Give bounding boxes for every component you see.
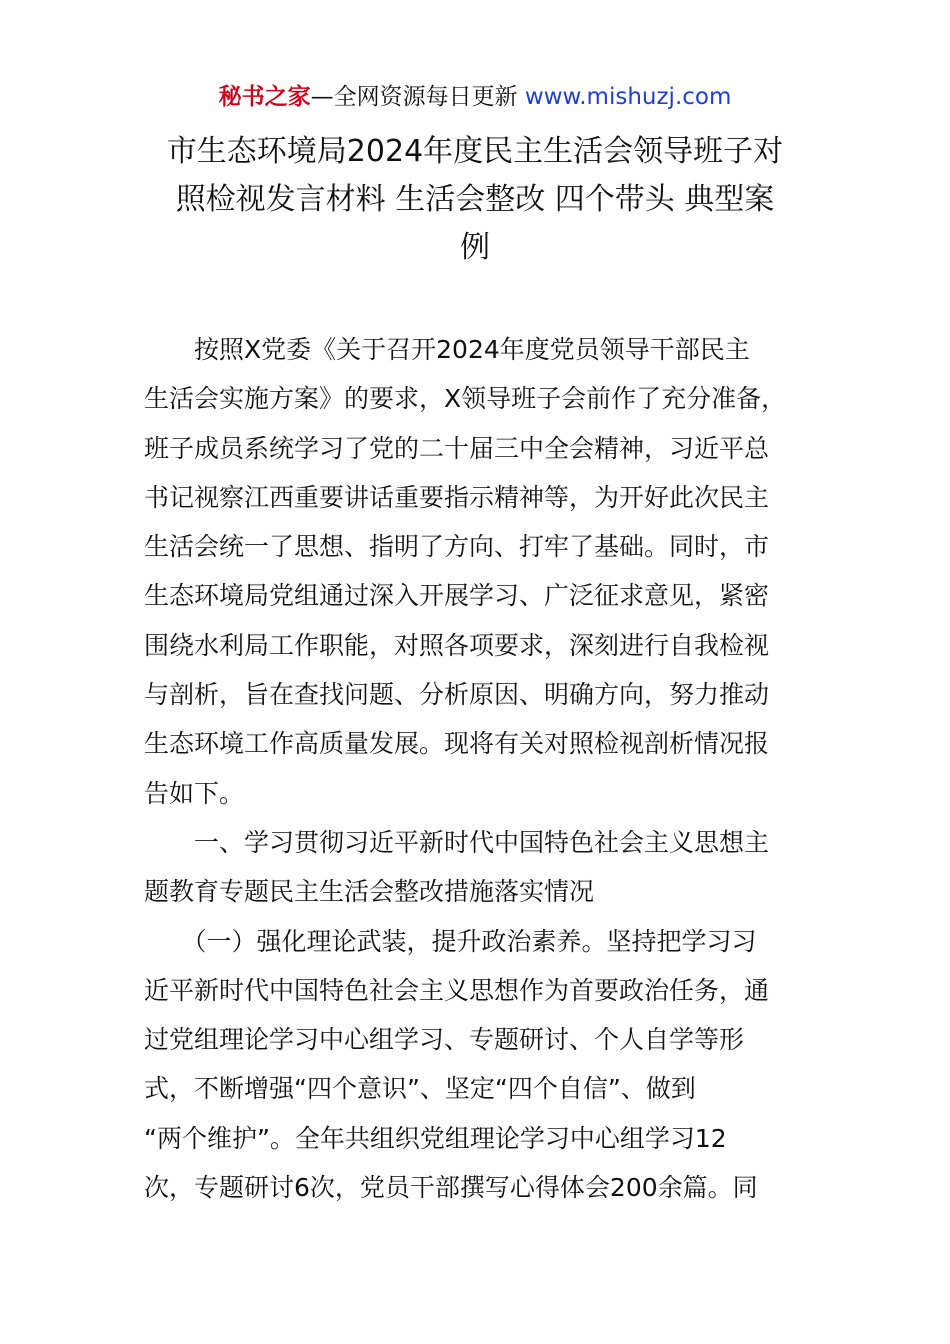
section-heading-paragraph bbox=[144, 818, 812, 917]
watermark-header bbox=[0, 82, 950, 112]
document-body bbox=[144, 325, 812, 1212]
header-tagline: —全网资源每日更新 bbox=[310, 84, 518, 110]
text-line: 次，专题研讨6次，党员干部撰写心得体会200余篇。同 bbox=[144, 1173, 758, 1203]
text-line: 生态环境局党组通过深入开展学习、广泛征求意见，紧密 bbox=[144, 581, 770, 611]
title-line: 例 bbox=[460, 230, 490, 265]
text-line: 一、学习贯彻习近平新时代中国特色社会主义思想主 bbox=[144, 827, 770, 857]
text-line: 书记视察江西重要讲话重要指示精神等，为开好此次民主 bbox=[144, 482, 770, 512]
text-line: 围绕水利局工作职能，对照各项要求，深刻进行自我检视 bbox=[144, 630, 770, 660]
text-line: 过党组理论学习中心组学习、专题研讨、个人自学等形 bbox=[144, 1025, 745, 1055]
text-line: 生态环境工作高质量发展。现将有关对照检视剖析情况报 bbox=[144, 729, 770, 759]
site-url-link[interactable]: www.mishuzj.com bbox=[524, 84, 732, 110]
subsection-paragraph bbox=[144, 917, 812, 1213]
title-line: 市生态环境局2024年度民主生活会领导班子对 bbox=[166, 134, 784, 169]
intro-paragraph bbox=[144, 325, 812, 818]
text-line: 式，不断增强“四个意识”、坚定“四个自信”、做到 bbox=[144, 1074, 696, 1104]
text-line: 生活会实施方案》的要求，X领导班子会前作了充分准备， bbox=[144, 384, 787, 414]
text-line: （一）强化理论武装，提升政治素养。坚持把学习习 bbox=[144, 926, 757, 956]
text-line: 近平新时代中国特色社会主义思想作为首要政治任务，通 bbox=[144, 975, 770, 1005]
text-line: 班子成员系统学习了党的二十届三中全会精神，习近平总 bbox=[144, 433, 770, 463]
brand-name: 秘书之家 bbox=[218, 84, 311, 110]
text-line: 生活会统一了思想、指明了方向、打牢了基础。同时，市 bbox=[144, 532, 770, 562]
text-line: 与剖析，旨在查找问题、分析原因、明确方向，努力推动 bbox=[144, 680, 770, 710]
text-line: 题教育专题民主生活会整改措施落实情况 bbox=[144, 877, 595, 907]
text-line: 告如下。 bbox=[144, 778, 245, 808]
document-title bbox=[140, 128, 810, 272]
text-line: 按照X党委《关于召开2024年度党员领导干部民主 bbox=[144, 335, 750, 364]
title-line: 照检视发言材料 生活会整改 四个带头 典型案 bbox=[175, 182, 775, 217]
text-line: “两个维护”。全年共组织党组理论学习中心组学习12 bbox=[144, 1123, 727, 1153]
